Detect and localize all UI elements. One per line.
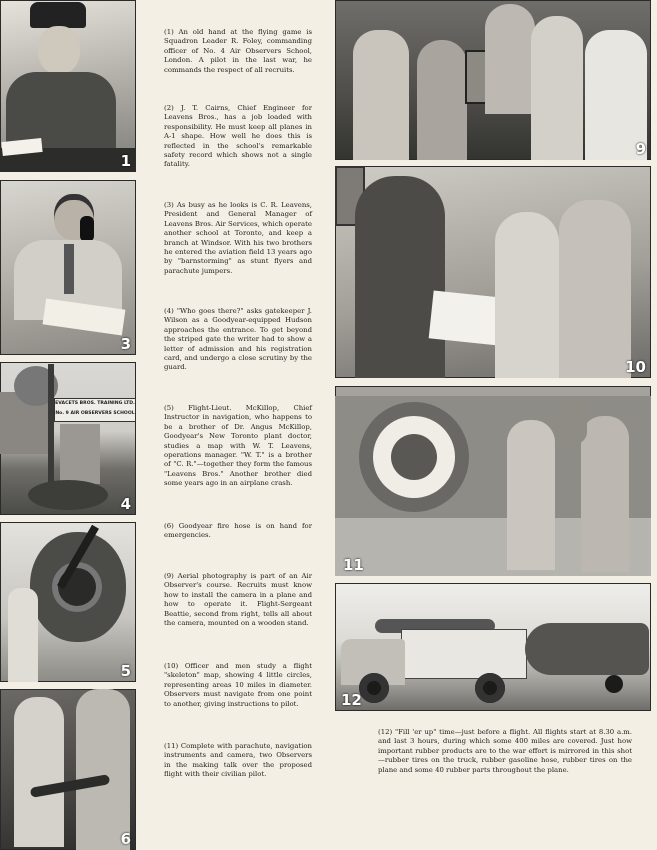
photo-4-gatehouse [0, 362, 136, 515]
tie [64, 244, 74, 294]
caption-10 [164, 662, 312, 709]
caption-text: As busy as he looks is C. R. Leavens, President and General Manager of Leavens Bros. Air Services, which operate another school at Toronto, and keep a branch at Windsor. With his two brothers he entered the aviation field 13 years ago by "barnstorming" as stunt flyers and parachute jumpers. [164, 201, 312, 275]
caption-text: Goodyear fire hose is on hand for emergencies. [164, 522, 312, 540]
caption-number: (11) [164, 742, 179, 750]
man-3 [485, 4, 535, 114]
photo-11-observers-at-plane [335, 386, 651, 576]
caption-number: (10) [164, 662, 179, 670]
photo-9-camera-class [335, 0, 651, 160]
photo-3-c-r-leavens [0, 180, 136, 355]
caption-text: Aerial photography is part of an Air Observer's course. Recruits must know how to install the camera in a plane and how to operate it. Flight-Sergeant Beattie, second from right, tells all about the camera, mounted on a wooden stand. [164, 572, 312, 628]
caption-text: J. T. Cairns, Chief Engineer for Leavens Bros., has a job loaded with responsibility. He must keep all planes in A-1 shape. How well he does this is reflected in the school's remarkable safety record which shows not a single fatality. [164, 104, 312, 169]
photo-number: 10 [625, 358, 646, 376]
man-1 [353, 30, 409, 160]
fuel-truck-body [401, 629, 527, 679]
caption-number: (1) [164, 28, 174, 36]
truck-wheel-rear [475, 673, 505, 703]
photo-number: 12 [341, 691, 362, 709]
caption-number: (9) [164, 572, 174, 580]
gate-post [48, 364, 54, 484]
caption-text: Flight-Lieut. McKillop, Chief Instructor in navigation, who happens to be a brother of Dr. Angus McKillop, Goodyear's New Toronto plant doctor, studies a map with W. T. Leavens, operations manager. "W. T." is a brother of "C. R."—together they form the famous "Leavens Bros." Another brother died some years ago in an airplane crash. [164, 404, 312, 488]
airplane-wheel [605, 675, 623, 693]
caption-9 [164, 572, 312, 628]
sign-line-1: EVACETS BROS. TRAINING LTD. [55, 401, 135, 406]
caption-1 [164, 28, 312, 75]
officer-cap [30, 2, 86, 28]
photo-5-engine-mechanic [0, 522, 136, 682]
man-left [14, 697, 64, 847]
telephone-icon [80, 216, 94, 242]
map-sheet [429, 290, 504, 345]
photo-number: 3 [120, 335, 131, 353]
caption-number: (6) [164, 522, 174, 530]
caption-number: (12) [378, 728, 393, 736]
caption-text: "Fill 'er up" time—just before a flight. All flights start at 8.30 a.m. and last 3 hours, during which some 400 miles are covered. Just how important rubber products are to the war effort is mirrored in this shot—rubber tires on the truck, rubber gasoline hose, rubber tires on the plane and some 40 rubber parts throughout the plane. [378, 728, 632, 774]
airman-2 [559, 200, 631, 378]
shrub [28, 480, 108, 510]
guard-hut [60, 424, 100, 484]
caption-text: An old hand at the flying game is Squadron Leader R. Foley, commanding officer of No. 4 Air Observers School, London. A pilot in the last war, he commands the respect of all recruits. [164, 28, 312, 74]
officer [355, 176, 445, 378]
observer-1 [507, 420, 555, 570]
caption-text: Officer and men study a flight "skeleton" map, showing 4 little circles, representing areas 10 miles in diameter. Observers must navigate from one point to another, giving instructions to pilot. [164, 662, 312, 708]
caption-number: (2) [164, 104, 174, 112]
caption-4 [164, 307, 312, 373]
caption-text: "Who goes there?" asks gatekeeper J. Wilson as a Goodyear-equipped Hudson approaches the entrance. To get beyond the striped gate the writer had to show a letter of admission and his registration card, and undergo a close scrutiny by the guard. [164, 307, 312, 372]
photo-12-refuelling [335, 583, 651, 711]
truck-wheel-front [359, 673, 389, 703]
school-sign [54, 398, 136, 422]
photo-number: 1 [120, 152, 131, 170]
man-4 [531, 16, 583, 160]
airman-1 [495, 212, 559, 378]
caption-number: (3) [164, 201, 174, 209]
caption-6 [164, 522, 312, 541]
photo-6-fire-hose [0, 689, 136, 850]
photo-number: 9 [635, 140, 646, 158]
caption-12 [378, 728, 632, 775]
pilot [557, 400, 587, 444]
officer-face [38, 26, 80, 74]
caption-3 [164, 201, 312, 276]
airplane [525, 623, 649, 675]
sign-line-2: No. 9 AIR OBSERVERS SCHOOL [55, 411, 135, 416]
caption-number: (4) [164, 307, 174, 315]
photo-number: 6 [120, 830, 131, 848]
caption-text: Complete with parachute, navigation instruments and camera, two Observers in the making talk over the proposed flight with their civilian pilot. [164, 742, 312, 779]
caption-5 [164, 404, 312, 489]
photo-number: 5 [120, 662, 131, 680]
photo-number: 11 [343, 556, 364, 574]
photo-1-squadron-leader [0, 0, 136, 172]
photo-number: 4 [120, 495, 131, 513]
mechanic [8, 588, 38, 682]
observer-2 [581, 416, 629, 572]
roundel-center [391, 434, 437, 480]
caption-number: (5) [164, 404, 174, 412]
man-2 [417, 40, 467, 160]
man-right [76, 689, 130, 850]
caption-11 [164, 742, 312, 780]
caption-2 [164, 104, 312, 170]
photo-10-map-study [335, 166, 651, 378]
